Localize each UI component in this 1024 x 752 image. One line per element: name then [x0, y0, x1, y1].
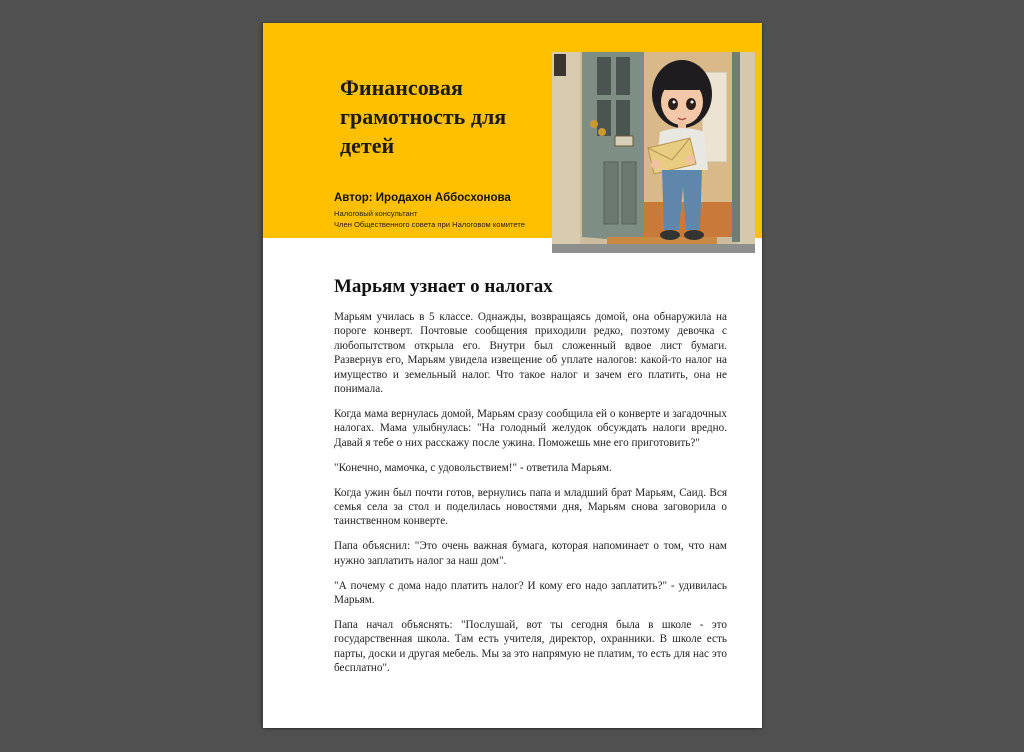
author-name: Автор: Иродахон Аббосхонова	[334, 192, 511, 204]
paragraph: Папа объяснил: "Это очень важная бумага, которая напоминает о том, что нам нужно заплатить налог за наш дом".	[334, 540, 727, 567]
document-page	[263, 23, 762, 728]
paragraph: Когда ужин был почти готов, вернулись папа и младший брат Марьям, Саид. Вся семья села за стол и поделилась новостями дня, Марьям снова заговорила о таинственном конверте.	[334, 486, 727, 528]
author-role: Налоговый консультант	[334, 209, 418, 218]
paragraph: "А почему с дома надо платить налог? И кому его надо заплатить?" - удивилась Марьям.	[334, 579, 727, 606]
paragraph: "Конечно, мамочка, с удовольствием!" - ответила Марьям.	[334, 461, 612, 474]
document-title: Финансовая грамотность для детей	[340, 75, 507, 158]
story-heading: Марьям узнает о налогах	[334, 276, 553, 297]
paragraph: Марьям училась в 5 классе. Однажды, возвращаясь домой, она обнаружила на пороге конверт. Почтовые сообщения приходили редко, поэтому девочка с любопытством открыла его. Внутри был сложенный вдвое лист бумаги. Развернув его, Марьям увидела извещение об уплате налогов: какой-то налог на имущество и земельный налог. Что такое налог и зачем его платить, она не понимала.	[334, 311, 727, 396]
author-affiliation: Член Общественного совета при Налоговом комитете	[334, 220, 525, 229]
girl-with-envelope-illustration	[552, 52, 755, 253]
paragraph: Когда мама вернулась домой, Марьям сразу сообщила ей о конверте и загадочных налогах. Мама улыбнулась: "На голодный желудок обсуждать налоги вредно. Давай я тебе о них расскажу после ужина. Поможешь мне его приготовить?"	[334, 407, 727, 449]
story-body	[334, 310, 727, 686]
paragraph: Папа начал объяснять: "Послушай, вот ты сегодня была в школе - это государственная школа. Там есть учителя, директор, охранники. В школе есть парты, доски и другая мебель. Мы за это напрямую не платим, то есть для нас это бесплатно".	[334, 618, 727, 675]
